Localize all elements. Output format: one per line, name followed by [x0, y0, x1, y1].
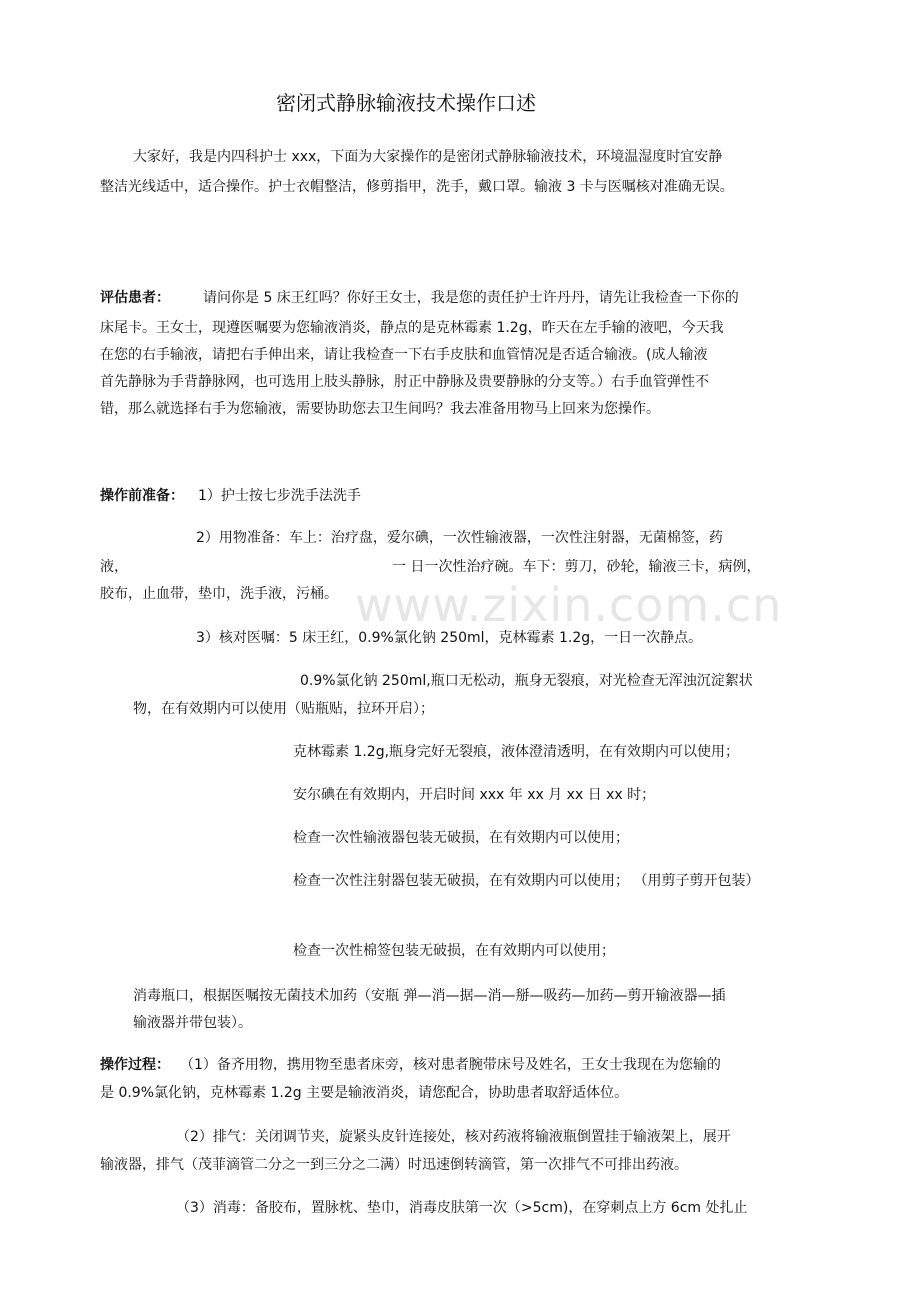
disinfect-line-1: 消毒瓶口，根据医嘱按无菌技术加药（安瓶 弹—消—据—消—掰—吸药—加药—剪开输液器—插	[133, 988, 726, 1004]
prep-label: 操作前准备：	[100, 488, 184, 504]
process-step-1-line-2: 是 0.9%氯化钠，克林霉素 1.2g 主要是输液消炎，请您配合，协助患者取舒适体位。	[100, 1085, 629, 1101]
intro-line-1: 大家好，我是内四科护士 xxx，下面为大家操作的是密闭式静脉输液技术，环境温湿度时宜安静	[133, 149, 723, 165]
check-syringe: 检查一次性注射器包装无破损，在有效期内可以使用； （用剪子剪开包装）	[293, 873, 760, 889]
prep-step-2-line-2b: 一 日一次性治疗碗。车下：剪刀，砂轮，输液三卡，病例，	[392, 559, 761, 575]
check-iodine: 安尔碘在有效期内，开启时间 xxx 年 xx 月 xx 日 xx 时；	[293, 787, 656, 803]
check-clindamycin: 克林霉素 1.2g,瓶身完好无裂痕，液体澄清透明，在有效期内可以使用；	[293, 744, 740, 760]
process-step-1-line-1: （1）备齐用物，携用物至患者床旁，核对患者腕带床号及姓名，王女士我现在为您输的	[180, 1057, 721, 1073]
check-swab: 检查一次性棉签包装无破损，在有效期内可以使用；	[293, 943, 615, 959]
prep-step-2-line-3: 胶布，止血带，垫巾，洗手液，污桶。	[100, 586, 338, 602]
assess-line-1: 请问你是 5 床王红吗？你好王女士，我是您的责任护士许丹丹，请先让我检查一下你的	[203, 290, 739, 306]
check-infusion-set: 检查一次性输液器包装无破损，在有效期内可以使用；	[293, 830, 629, 846]
page-title: 密闭式静脉输液技术操作口述	[276, 91, 536, 115]
check-saline-line-2: 物，在有效期内可以使用（贴瓶贴，拉环开启）；	[133, 701, 434, 717]
watermark: www.zixin.com.cn	[355, 578, 783, 632]
check-saline-line-1: 0.9%氯化钠 250ml,瓶口无松动，瓶身无裂痕，对光检查无浑浊沉淀絮状	[300, 673, 753, 689]
prep-step-1: 1）护士按七步洗手法洗手	[198, 488, 361, 504]
assess-line-3: 在您的右手输液，请把右手伸出来，请让我检查一下右手皮肤和血管情况是否适合输液。(成人输液	[100, 347, 708, 363]
prep-step-2-line-1: 2）用物准备：车上：治疗盘，爱尔碘，一次性输液器，一次性注射器，无菌棉签，药	[196, 530, 723, 546]
process-step-2-line-1: （2）排气：关闭调节夹，旋紧头皮针连接处，核对药液将输液瓶倒置挂于输液架上，展开	[176, 1129, 731, 1145]
disinfect-line-2: 输液器并带包装）。	[133, 1015, 252, 1031]
process-step-2-line-2: 输液器，排气（茂菲滴管二分之一到三分之二满）时迅速倒转滴管，第一次排气不可排出药液。	[100, 1157, 688, 1173]
assess-label: 评估患者：	[100, 290, 170, 306]
prep-step-3: 3）核对医嘱：5 床王红，0.9%氯化钠 250ml，克林霉素 1.2g，一日一次静点。	[196, 630, 703, 646]
prep-step-2-line-2a: 液，	[100, 559, 128, 575]
process-label: 操作过程：	[100, 1057, 170, 1073]
process-step-3-line-1: （3）消毒：备胶布，置脉枕、垫巾，消毒皮肤第一次（>5cm)，在穿刺点上方 6cm 处扎止	[176, 1200, 748, 1216]
assess-line-2: 床尾卡。王女士，现遵医嘱要为您输液消炎，静点的是克林霉素 1.2g，昨天在左手输的液吧，今天我	[100, 320, 724, 336]
assess-line-4: 首先静脉为手背静脉网，也可选用上肢头静脉，肘正中静脉及贵要静脉的分支等。）右手血管弹性不	[100, 374, 709, 390]
intro-line-2: 整洁光线适中，适合操作。护士衣帽整洁，修剪指甲，洗手，戴口罩。输液 3 卡与医嘱核对准确无误。	[100, 179, 734, 195]
assess-line-5: 错，那么就选择右手为您输液，需要协助您去卫生间吗？我去准备用物马上回来为您操作。	[100, 401, 660, 417]
